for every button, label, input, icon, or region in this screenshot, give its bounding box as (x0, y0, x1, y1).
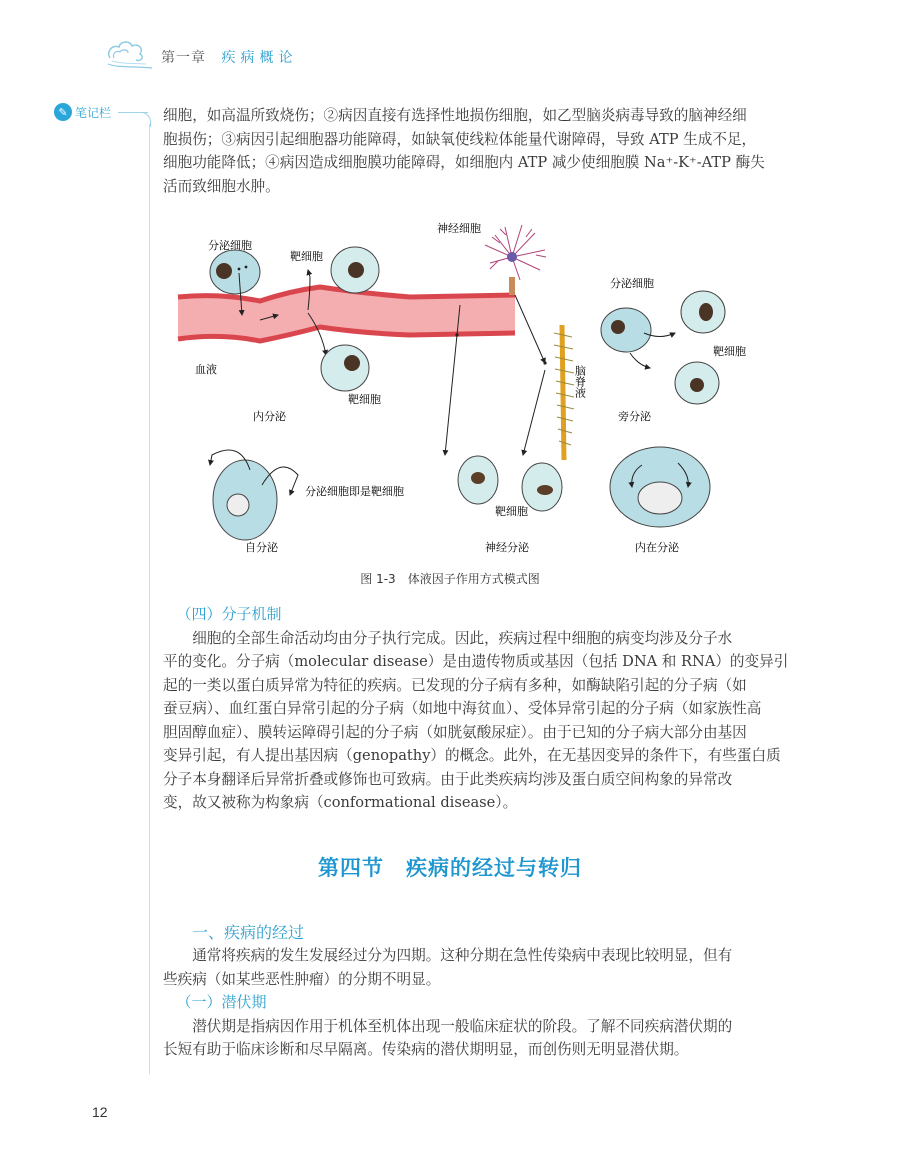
subsection-heading: 一、疾病的经过 (192, 923, 305, 942)
svg-text:靶细胞: 靶细胞 (290, 250, 323, 263)
pencil-icon: ✎ (54, 103, 72, 121)
label-intracrine: 内在分泌 (635, 541, 679, 554)
label-secreting-cell: 分泌细胞 (208, 239, 252, 252)
cloud-ornament-icon (104, 38, 154, 72)
disease-course-paragraph: 通常将疾病的发生发展经过分为四期。这种分期在急性传染病中表现比较明显，但有 些疾病（如某些恶性肿瘤）的分期不明显。 （一）潜伏期 潜伏期是指病因作用于机体至机体出现一般临床症状的阶段。了解不同疾病潜伏期的 长短有助于临床诊断和尽早隔离。传染病的潜伏期明显，而创伤则无明显潜伏期。 (163, 944, 793, 1062)
running-header (161, 47, 297, 67)
svg-text:靶细胞: 靶细胞 (348, 393, 381, 406)
svg-text:分泌细胞: 分泌细胞 (610, 277, 654, 290)
humoral-factor-diagram (160, 215, 750, 560)
margin-rule (149, 124, 150, 1074)
svg-text:脑脊液: 脑脊液 (573, 365, 587, 398)
page-number: 12 (92, 1104, 108, 1120)
svg-text:靶细胞: 靶细胞 (713, 345, 746, 358)
figure-caption: 图 1-3 体液因子作用方式模式图 (360, 572, 540, 586)
intro-paragraph: 细胞，如高温所致烧伤；②病因直接有选择性地损伤细胞，如乙型脑炎病毒导致的脑神经细 胞损伤；③病因引起细胞器功能障碍，如缺氧使线粒体能量代谢障碍，导致 ATP 生成不足， 细胞功能降低；④病因造成细胞膜功能障碍，如细胞内 ATP 减少使细胞膜 Na⁺-K⁺-ATP 酶失 活而致细胞水肿。 (163, 107, 765, 195)
section-title: 第四节 疾病的经过与转归 (318, 856, 582, 880)
notes-column-label: ✎ 笔记栏 (54, 103, 111, 121)
svg-text:靶细胞: 靶细胞 (495, 505, 528, 518)
svg-text:血液: 血液 (195, 363, 217, 376)
chapter-number: 第一章 (161, 50, 206, 66)
figure-1-3 (160, 215, 750, 560)
subheading-molecular: （四）分子机制 (176, 605, 282, 623)
svg-text:神经细胞: 神经细胞 (437, 222, 481, 235)
label-paracrine: 旁分泌 (618, 410, 651, 423)
chapter-title: 疾病概论 (221, 50, 298, 66)
label-endocrine: 内分泌 (253, 410, 286, 423)
molecular-mechanism-section: （四）分子机制 细胞的全部生命活动均由分子执行完成。因此，疾病过程中细胞的病变均涉及分子水 平的变化。分子病（molecular disease）是由遗传物质或基因（包括 DNA 和 RNA）的变异引 起的一类以蛋白质异常为特征的疾病。已发现的分子病有多种，如酶缺陷引起的分子病（如 蚕豆病）、血红蛋白异常引起的分子病（如地中海贫血）、受体异常引起的分子病（如家族性高 胆固醇血症）、膜转运障碍引起的分子病（如胱氨酸尿症）。由于已知的分子病大部分由基因 变异引起，有人提出基因病（genopathy）的概念。此外，在无基因变异的条件下，有些蛋白质 分子本身翻译后异常折叠或修饰也可致病。由于此类疾病均涉及蛋白质空间构象的异常改 变，故又被称为构象病（conformational disease）。 (163, 603, 793, 815)
label-autocrine: 自分泌 (245, 541, 278, 554)
label-neurocrine: 神经分泌 (485, 541, 529, 554)
subheading-latent: （一）潜伏期 (176, 993, 267, 1011)
svg-text:分泌细胞即是靶细胞: 分泌细胞即是靶细胞 (305, 485, 404, 498)
